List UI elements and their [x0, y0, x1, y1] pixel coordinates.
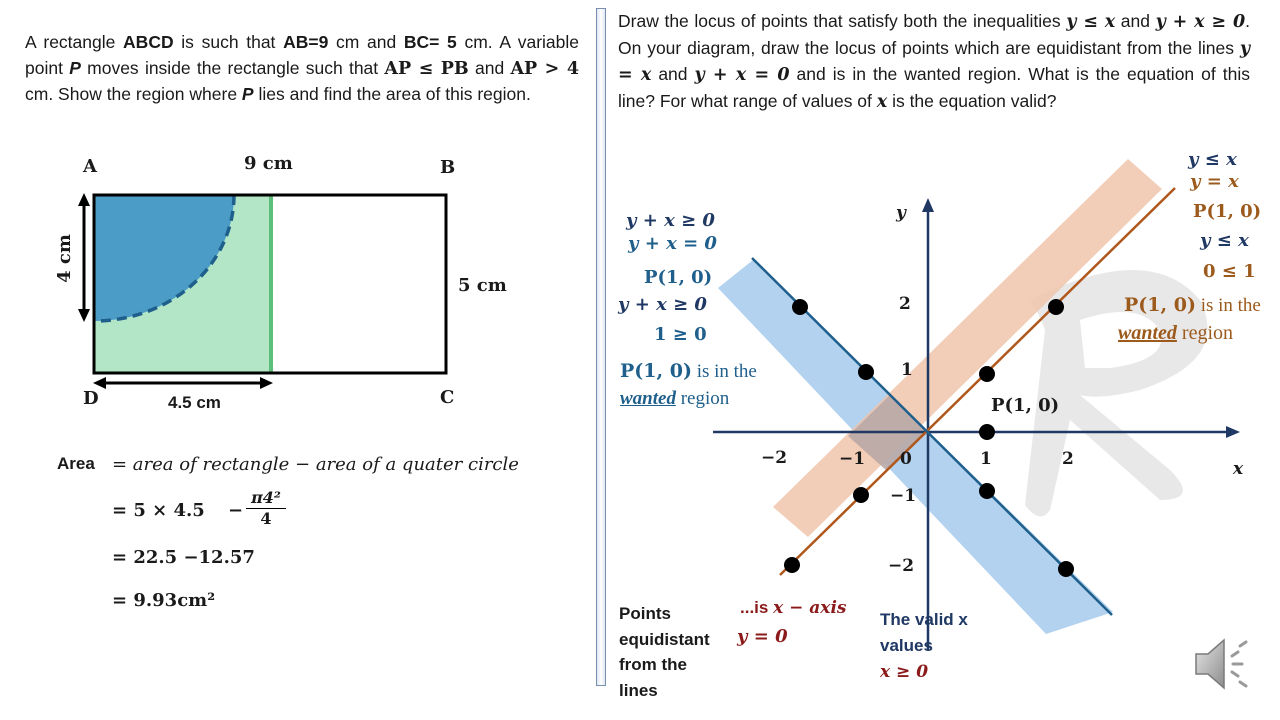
tick-y-neg2: −2	[888, 556, 915, 576]
left-note-1: y + x ≥ 0	[626, 210, 715, 231]
tick-y-neg1: −1	[890, 486, 917, 506]
tick-y-2: 2	[899, 294, 911, 314]
point	[979, 366, 995, 382]
right-note-2: y = x	[1190, 171, 1239, 192]
tick-x-1: 1	[980, 449, 992, 469]
right-note-4: y ≤ x	[1200, 230, 1249, 251]
right-note-5: 0 ≤ 1	[1203, 261, 1256, 282]
tick-x-2: 2	[1062, 449, 1074, 469]
left-note-2: y + x = 0	[628, 233, 717, 254]
right-note-3: P(1, 0)	[1193, 201, 1262, 222]
label-b: B	[440, 157, 456, 178]
area-line-3: = 22.5 −12.57	[112, 547, 255, 568]
tick-x-neg1: −1	[839, 449, 866, 469]
left-note-5: 1 ≥ 0	[654, 324, 707, 345]
left-dimension: 4 cm	[53, 234, 75, 283]
point	[792, 299, 808, 315]
tick-y-1: 1	[901, 360, 913, 380]
left-note-7: wanted region	[620, 388, 730, 409]
label-d: D	[83, 388, 99, 409]
area-line-2-minus: −	[228, 500, 244, 521]
tick-x-neg2: −2	[761, 448, 788, 468]
area-label: Area	[57, 454, 95, 473]
x-axis-label: x	[1233, 459, 1244, 479]
point	[853, 487, 869, 503]
y-equals-zero-note: y = 0	[737, 626, 788, 647]
right-note-7: wanted region	[1118, 322, 1233, 344]
valid-values-note: The valid x values x ≥ 0	[880, 610, 968, 682]
label-c: C	[440, 387, 455, 408]
point	[979, 424, 995, 440]
point-label: P(1, 0)	[991, 395, 1060, 416]
left-note-3: P(1, 0)	[644, 267, 713, 288]
left-note-4: y + x ≥ 0	[618, 294, 707, 315]
area-fraction: π4² 4	[246, 488, 286, 528]
label-a: A	[83, 156, 97, 177]
rectangle-diagram	[0, 140, 600, 420]
area-line-2: = 5 × 4.5	[112, 500, 205, 521]
bottom-dimension: 4.5 cm	[168, 393, 221, 412]
point	[979, 483, 995, 499]
point	[784, 557, 800, 573]
left-note-6: P(1, 0) is in the	[620, 360, 757, 382]
top-dimension: 9 cm	[244, 153, 293, 174]
equidistant-note: Points equidistant from the lines	[619, 604, 710, 700]
area-line-1: = area of rectangle − area of a quater circle	[112, 454, 519, 475]
right-dimension: 5 cm	[458, 275, 507, 296]
right-note-1: y ≤ x	[1188, 149, 1237, 170]
x-axis-note: ...is x − axis	[740, 598, 847, 618]
right-problem-text: Draw the locus of points that satisfy both the inequalities y ≤ x and y + x ≥ 0. On your diagram, draw the locus of points which are equidistant from the lines y = x and y + x = 0 and is in the wanted region. What is the equation of this line? For what range of values of x is the equation valid?	[618, 11, 1250, 112]
point	[858, 364, 874, 380]
speaker-icon[interactable]	[1192, 634, 1256, 694]
left-problem-text: A rectangle ABCD is such that AB=9 cm and BC= 5 cm. A variable point P moves inside the rectangle such that AP ≤ PB and AP > 4 cm. Show the region where P lies and find the area of this region.	[25, 32, 580, 104]
point	[1048, 299, 1064, 315]
right-note-6: P(1, 0) is in the	[1124, 294, 1261, 316]
area-line-4: = 9.93cm²	[112, 590, 216, 611]
y-axis-label: y	[896, 203, 906, 223]
tick-x-0: 0	[900, 449, 912, 469]
point	[1058, 561, 1074, 577]
